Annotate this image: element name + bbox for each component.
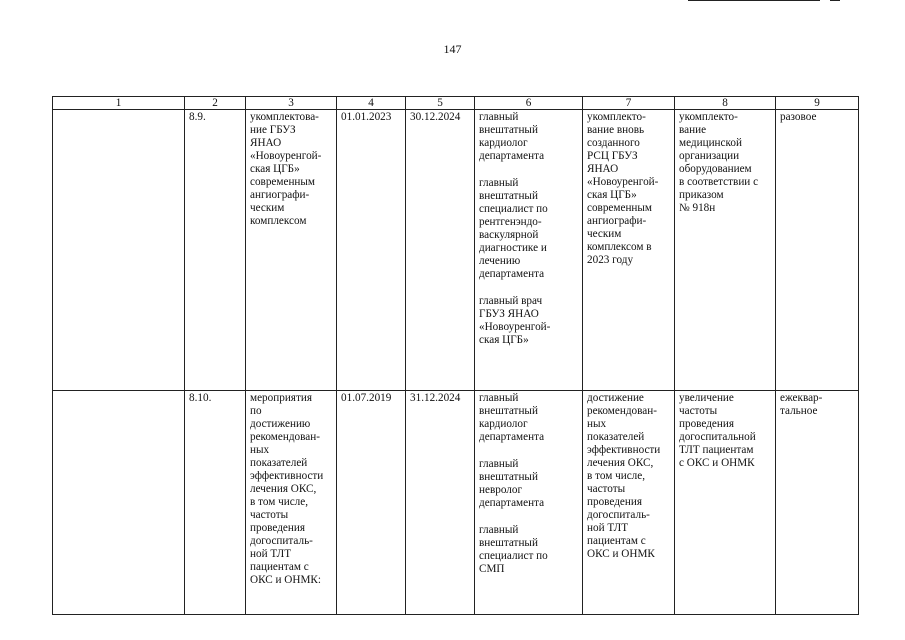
header-col-9: 9 bbox=[776, 97, 859, 110]
plan-table bbox=[52, 96, 859, 615]
table-header-row bbox=[53, 97, 859, 110]
result-cell: укомплекто- вание вновь созданного РСЦ ГБУЗ ЯНАО «Новоуренгой- ская ЦГБ» современным ангиографи- ческим комплексом в 2023 году bbox=[583, 110, 675, 391]
frequency-cell: ежеквар- тальное bbox=[776, 391, 859, 615]
header-col-1: 1 bbox=[53, 97, 185, 110]
header-col-7: 7 bbox=[583, 97, 675, 110]
frequency-cell: разовое bbox=[776, 110, 859, 391]
header-col-5: 5 bbox=[406, 97, 475, 110]
result-cell: достижение рекомендован- ных показателей эффективности лечения ОКС, в том числе, частоты проведения догоспиталь- ной ТЛТ пациентам с ОКС и ОНМК bbox=[583, 391, 675, 615]
end-date-cell: 31.12.2024 bbox=[406, 391, 475, 615]
row-number: 8.10. bbox=[185, 391, 246, 615]
activity-cell: укомплектова- ние ГБУЗ ЯНАО «Новоуренгой- ская ЦГБ» современным ангиографи- ческим комплексом bbox=[246, 110, 337, 391]
responsible-entry: главный внештатный кардиолог департамента bbox=[479, 111, 545, 162]
row-number: 8.9. bbox=[185, 110, 246, 391]
row-col1 bbox=[53, 391, 185, 615]
responsible-entry: главный врач ГБУЗ ЯНАО «Новоуренгой- ская ЦГБ» bbox=[479, 295, 551, 346]
scan-top-rule bbox=[688, 0, 820, 1]
start-date-cell: 01.01.2023 bbox=[337, 110, 406, 391]
responsible-entry: главный внештатный невролог департамента bbox=[479, 458, 545, 509]
end-date-cell: 30.12.2024 bbox=[406, 110, 475, 391]
header-col-2: 2 bbox=[185, 97, 246, 110]
responsible-entry: главный внештатный специалист по рентгенэндо- васкулярной диагностике и лечению департамента bbox=[479, 177, 548, 280]
responsible-cell bbox=[475, 391, 583, 615]
page-number: 147 bbox=[443, 42, 462, 56]
header-col-6: 6 bbox=[475, 97, 583, 110]
responsible-entry: главный внештатный специалист по СМП bbox=[479, 524, 548, 575]
header-col-8: 8 bbox=[675, 97, 776, 110]
row-col1 bbox=[53, 110, 185, 391]
responsible-cell bbox=[475, 110, 583, 391]
indicator-cell: укомплекто- вание медицинской организации оборудованием в соответствии с приказом № 918н bbox=[675, 110, 776, 391]
scan-top-rule-fragment bbox=[830, 0, 840, 1]
header-col-3: 3 bbox=[246, 97, 337, 110]
table-row bbox=[53, 110, 859, 391]
header-col-4: 4 bbox=[337, 97, 406, 110]
responsible-entry: главный внештатный кардиолог департамента bbox=[479, 392, 545, 443]
start-date-cell: 01.07.2019 bbox=[337, 391, 406, 615]
table-row bbox=[53, 391, 859, 615]
indicator-cell: увеличение частоты проведения догоспитальной ТЛТ пациентам с ОКС и ОНМК bbox=[675, 391, 776, 615]
activity-cell: мероприятия по достижению рекомендован- ных показателей эффективности лечения ОКС, в том числе, частоты проведения догоспиталь- ной ТЛТ пациентам с ОКС и ОНМК: bbox=[246, 391, 337, 615]
